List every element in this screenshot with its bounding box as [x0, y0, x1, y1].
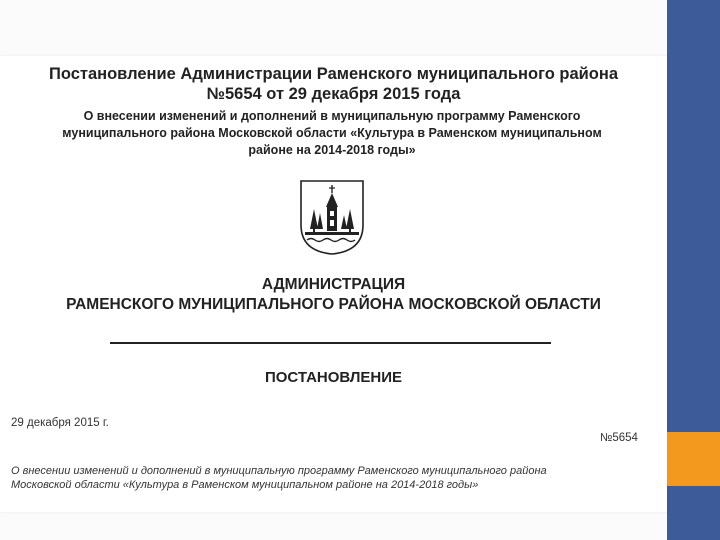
slide-subtitle-line-2: муниципального района Московской области «Культура в Раменском муниципальном: [62, 126, 602, 140]
slide-title-line-2: №5654 от 29 декабря 2015 года: [206, 85, 461, 103]
organization-name-line-1: АДМИНИСТРАЦИЯ: [261, 276, 406, 293]
decree-heading: ПОСТАНОВЛЕНИЕ: [264, 369, 403, 386]
decree-text-line-2: Московской области «Культура в Раменском муниципальном районе на 2014-2018 годы»: [11, 479, 479, 491]
coat-of-arms-icon: [299, 179, 365, 255]
side-stripe-orange: [667, 432, 720, 486]
slide-subtitle-line-1: О внесении изменений и дополнений в муниципальную программу Раменского: [83, 109, 581, 123]
slide-subtitle-line-3: районе на 2014-2018 годы»: [248, 143, 416, 157]
slide-title-line-1: Постановление Администрации Раменского муниципального района: [48, 65, 619, 83]
decree-text-line-1: О внесении изменений и дополнений в муниципальную программу Раменского муниципального района: [11, 465, 547, 477]
divider-line: [110, 342, 551, 344]
organization-name-line-2: РАМЕНСКОГО МУНИЦИПАЛЬНОГО РАЙОНА МОСКОВСКОЙ ОБЛАСТИ: [66, 296, 601, 313]
decree-date: 29 декабря 2015 г.: [11, 417, 109, 429]
document-page: [0, 56, 667, 512]
decree-number: №5654: [600, 432, 638, 444]
